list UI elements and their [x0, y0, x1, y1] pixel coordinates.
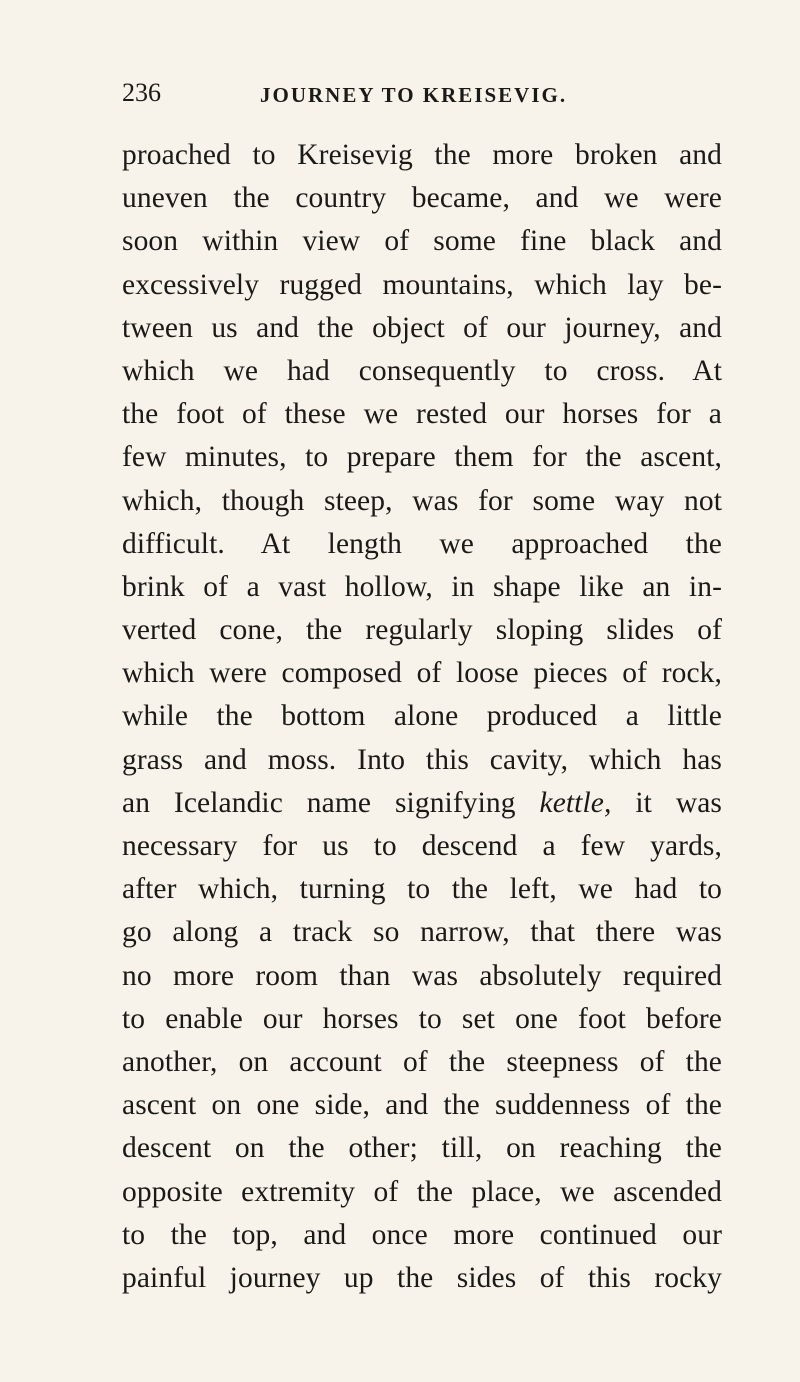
text-line: which were composed of loose pieces of rock, [122, 657, 722, 690]
text-line: no more room than was absolutely required [122, 959, 722, 992]
text-line: few minutes, to prepare them for the ascent, [122, 441, 722, 474]
text-line: the foot of these we rested our horses for a [122, 398, 722, 431]
text-line-with-italic [122, 782, 722, 825]
text-line: verted cone, the regularly sloping slides of [122, 614, 722, 647]
text-line: another, on account of the steepness of the [122, 1045, 722, 1078]
text-line: descent on the other; till, on reaching the [122, 1132, 722, 1165]
text-line: necessary for us to descend a few yards, [122, 830, 722, 862]
running-title: JOURNEY TO KREISEVIG. [260, 83, 568, 107]
text-line: difficult. At length we approached the [122, 527, 722, 560]
running-head [120, 78, 720, 114]
text-line: opposite extremity of the place, we ascended [122, 1175, 722, 1208]
text-line: to the top, and once more continued our [122, 1218, 722, 1251]
text-line: which, though steep, was for some way not [122, 484, 722, 517]
text-line: grass and moss. Into this cavity, which has [122, 743, 722, 776]
text-line: after which, turning to the left, we had to [122, 873, 722, 906]
body-text [122, 134, 722, 1300]
text-line: soon within view of some fine black and [122, 225, 722, 258]
text-segment: an Icelandic name signifying [122, 786, 540, 819]
text-line: brink of a vast hollow, in shape like an in- [122, 570, 722, 603]
text-line: which we had consequently to cross. At [122, 354, 722, 387]
text-line: ascent on one side, and the suddenness of the [122, 1089, 722, 1122]
text-line: tween us and the object of our journey, and [122, 311, 722, 344]
text-line: to enable our horses to set one foot before [122, 1002, 722, 1035]
italic-word: kettle, [539, 786, 612, 819]
text-line: uneven the country became, and we were [122, 182, 722, 215]
text-line: painful journey up the sides of this rocky [122, 1261, 722, 1294]
text-line: excessively rugged mountains, which lay be- [122, 268, 722, 301]
text-line: proached to Kreisevig the more broken and [122, 139, 722, 171]
text-line: while the bottom alone produced a little [122, 700, 722, 733]
text-line: go along a track so narrow, that there was [122, 916, 722, 949]
page-number: 236 [122, 78, 161, 107]
text-segment: it was [611, 786, 722, 819]
